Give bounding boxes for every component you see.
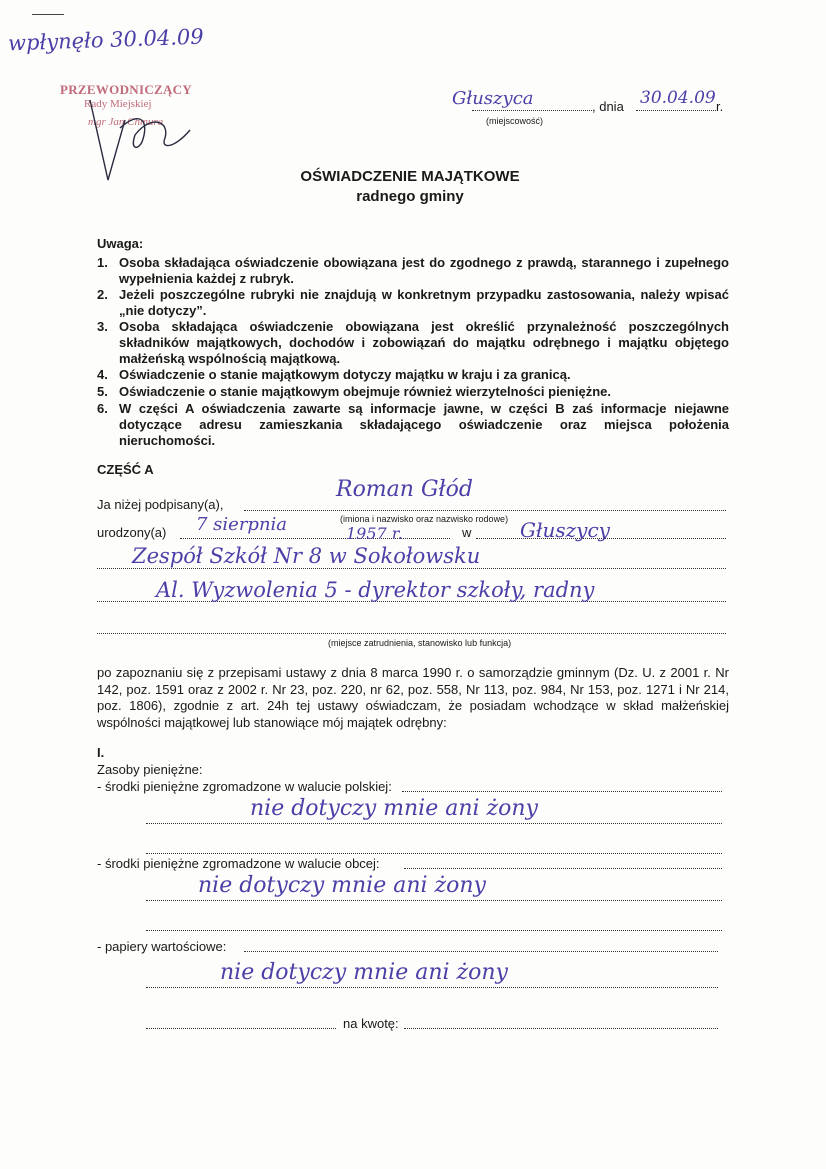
signed-label: Ja niżej podpisany(a), (97, 497, 224, 512)
employment-dots-3 (97, 633, 726, 634)
date-suffix: r. (716, 99, 724, 114)
securities-dots-0 (244, 951, 718, 952)
employment-line-1: Zespół Szkół Nr 8 w Sokołowsku (132, 544, 481, 568)
amount-right-dots (404, 1028, 718, 1029)
note-text: W części A oświadczenia zawarte są informacje jawne, w części B zaś informacje niejawne dotyczące adresu zamieszkania składającego oświadczenie oraz miejsca położenia nieruchomości. (119, 401, 729, 448)
note-text: Osoba składająca oświadczenie obowiązana jest określić przynależność poszczególnych składników majątkowych, dochodów i zobowiązań do majątku odrębnego i majątku objętego małżeńską wspólnością majątkową. (119, 319, 729, 366)
part-a-heading: CZĘŚĆ A (97, 462, 154, 477)
document-title: OŚWIADCZENIE MAJĄTKOWE (300, 168, 520, 185)
date-label: , dnia (592, 99, 624, 114)
pln-value: nie dotyczy mnie ani żony (250, 796, 538, 821)
note-item-6 (97, 401, 729, 449)
note-item-3 (97, 319, 729, 367)
fx-value: nie dotyczy mnie ani żony (198, 873, 486, 898)
stamp-council: Rady Miejskiej (84, 98, 152, 110)
notes-heading: Uwaga: (97, 236, 144, 251)
securities-dots-1 (146, 987, 718, 988)
date-dots (636, 110, 716, 111)
born-date-dots (180, 538, 450, 539)
stamp-name: mgr Jan Chmura (88, 116, 164, 128)
amount-label: na kwotę: (343, 1016, 399, 1031)
note-number: 5. (97, 384, 108, 399)
pln-dots-2 (146, 853, 722, 854)
received-note: wpłynęło 30.04.09 (7, 24, 205, 56)
note-text: Jeżeli poszczególne rubryki nie znajdują w konkretnym przypadku zastosowania, należy wpisać „nie dotyczy”. (119, 287, 729, 318)
note-number: 3. (97, 319, 108, 334)
born-place-value: Głuszycy (520, 518, 610, 542)
note-overline (32, 14, 64, 15)
securities-value: nie dotyczy mnie ani żony (220, 960, 508, 985)
note-text: Oświadczenie o stanie majątkowym dotyczy majątku w kraju i za granicą. (119, 367, 571, 382)
employment-caption: (miejsce zatrudnienia, stanowisko lub funkcja) (328, 638, 512, 648)
note-text: Oświadczenie o stanie majątkowym obejmuje również wierzytelności pieniężne. (119, 384, 611, 399)
note-item-1 (97, 255, 729, 287)
employment-dots-1 (97, 568, 726, 569)
chairman-signature (80, 80, 200, 190)
securities-label: - papiery wartościowe: (97, 939, 227, 954)
born-year-value: 1957 r. (346, 524, 403, 543)
fx-dots-1 (146, 900, 722, 901)
place-value: Głuszyca (452, 88, 534, 109)
name-caption: (imiona i nazwisko oraz nazwisko rodowe) (340, 514, 509, 524)
born-in-label: w (462, 525, 472, 540)
note-item-5 (97, 384, 729, 400)
note-number: 1. (97, 255, 108, 270)
pln-dots-1 (146, 823, 722, 824)
note-item-4 (97, 367, 729, 383)
name-dots (244, 510, 726, 511)
place-dots (472, 110, 592, 111)
statement-paragraph: po zapoznaniu się z przepisami ustawy z dnia 8 marca 1990 r. o samorządzie gminnym (Dz. U. z 2001 r. Nr 142, poz. 1591 oraz z 2002 r. Nr 23, poz. 220, nr 62, poz. 558, Nr 113, poz. 984, Nr 153, poz. 1271 i Nr 214, poz. 1806), zgodnie z art. 24h tej ustawy oświadczam, że posiadam wchodzące w skład małżeńskiej wspólności majątkowej lub stanowiące mój majątek odrębny: (97, 665, 729, 730)
pln-label: - środki pieniężne zgromadzone w walucie polskiej: (97, 779, 392, 794)
date-value: 30.04.09 (640, 88, 716, 108)
name-value: Roman Głód (336, 477, 473, 502)
born-label: urodzony(a) (97, 525, 167, 540)
born-date-value: 7 sierpnia (196, 514, 288, 535)
stamp-title: PRZEWODNICZĄCY (60, 82, 193, 97)
note-number: 6. (97, 401, 108, 416)
note-number: 4. (97, 367, 108, 382)
pln-dots-0 (402, 791, 722, 792)
note-item-2 (97, 287, 729, 319)
document-subtitle: radnego gminy (356, 188, 464, 205)
fx-label: - środki pieniężne zgromadzone w walucie obcej: (97, 856, 380, 871)
employment-line-2: Al. Wyzwolenia 5 - dyrektor szkoły, radny (156, 578, 595, 602)
amount-left-dots (146, 1028, 336, 1029)
section-1-roman: I. (97, 745, 105, 760)
place-caption: (miejscowość) (486, 116, 544, 126)
section-1-heading: Zasoby pieniężne: (97, 762, 203, 777)
note-number: 2. (97, 287, 108, 302)
fx-dots-0 (404, 868, 722, 869)
note-text: Osoba składająca oświadczenie obowiązana jest do zgodnego z prawdą, starannego i zupełnego wypełnienia każdej z rubryk. (119, 255, 729, 286)
fx-dots-2 (146, 930, 722, 931)
